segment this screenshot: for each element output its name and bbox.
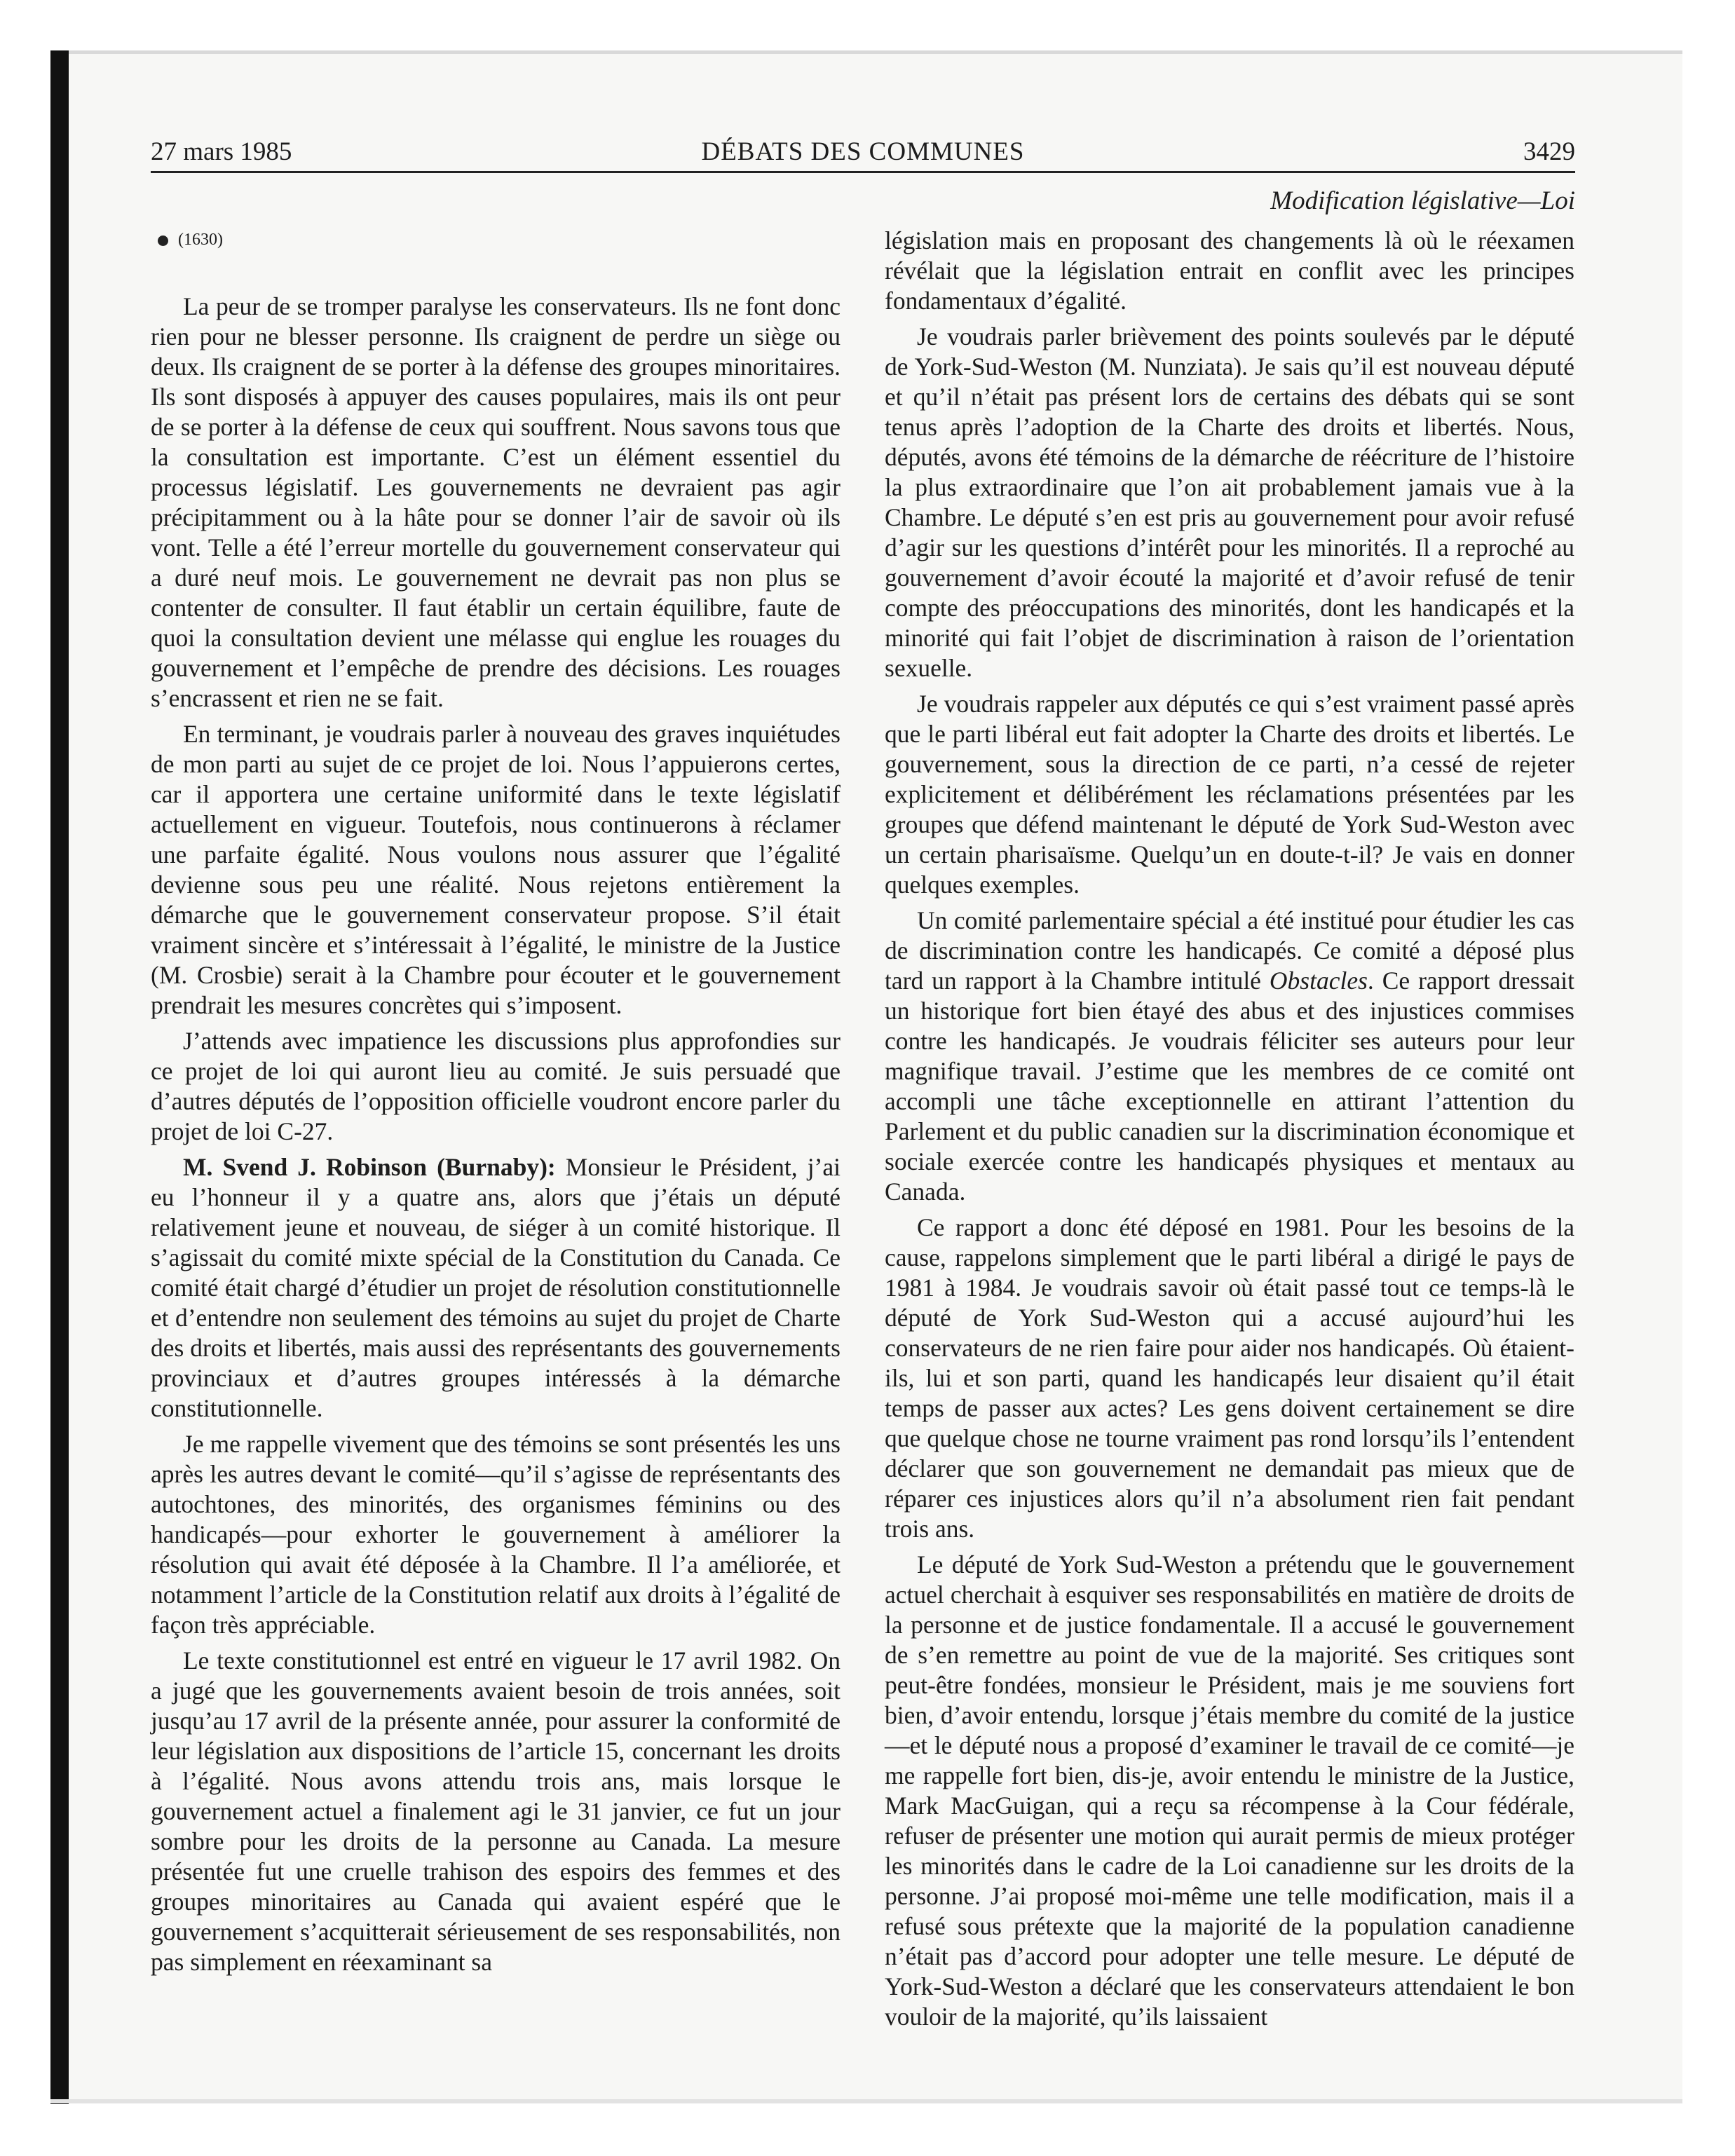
paragraph: La peur de se tromper paralyse les conservateurs. Ils ne font donc rien pour ne blesser personne. Ils craignent de perdre un siège ou deux. Ils craignent de se porter à la défense des groupes minoritaires. Ils sont disposés à appuyer des causes populaires, mais ils ont peur de se porter à la défense de ceux qui souffrent. Nous savons tous que la consultation est importante. C’est un élément essentiel du processus législatif. Les gouvernements ne devraient pas agir précipitamment ou à la hâte pour se donner l’air de savoir où ils vont. Telle a été l’erreur mortelle du gouvernement conservateur qui a duré neuf mois. Le gouvernement ne devrait pas non plus se contenter de consulter. Il faut établir un certain équilibre, faute de quoi la consultation devient une mélasse qui englue les rouages du gouvernement et l’empêche de prendre des décisions. Les rouages s’encrassent et rien ne se fait.: [151, 292, 841, 712]
paragraph: Le texte constitutionnel est entré en vigueur le 17 avril 1982. On a jugé que les gouvernements avaient besoin de trois années, soit jusqu’au 17 avril de la présente année, pour assurer la conformité de leur législation aux dispositions de l’article 15, concernant les droits à l’égalité. Nous avons attendu trois ans, mais lorsque le gouvernement actuel a finalement agi le 31 janvier, ce fut un jour sombre pour les droits de la personne au Canada. La mesure présentée fut une cruelle trahison des espoirs des femmes et des groupes minoritaires au Canada qui avaient espéré que le gouvernement s’acquitterait sérieusement de ses responsabilités, non pas simplement en réexaminant sa: [151, 1646, 841, 1976]
obstacles-text-after: . Ce rapport dressait un historique fort bien étayé des abus et des injustices commises contre les handicapés. Je voudrais féliciter ses auteurs pour leur magnifique travail. J’estime que les membres de ce comité ont accompli une tâche exceptionnelle en attirant l’attention du Parlement et du public canadien sur la discrimination économique et sociale exercée contre les handicapés physiques et mentaux au Canada.: [885, 967, 1575, 1206]
paragraph: Le député de York Sud-Weston a prétendu que le gouvernement actuel cherchait à esquiver ses responsabilités en matière de droits de la personne et de justice fondamentale. Il a accusé le gouvernement de s’en remettre au point de vue de la majorité. Ses critiques sont peut-être fondées, monsieur le Président, mais je me souviens fort bien, d’avoir entendu, lorsque j’étais membre du comité de la justice—et le député nous a proposé d’examiner le travail de ce comité—je me rappelle fort bien, dis-je, avoir entendu le ministre de la Justice, Mark MacGuigan, qui a reçu sa récompense à la Cour fédérale, refuser de présenter une motion qui aurait permis de mieux protéger les minorités dans le cadre de la Loi canadienne sur les droits de la personne. J’ai proposé moi-même une telle modification, mais il a refusé sous prétexte que la majorité de la population canadienne n’était pas d’accord pour adopter une telle mesure. Le député de York-Sud-Weston a déclaré que les conservateurs attendaient le bon vouloir de la majorité, qu’ils laissaient: [885, 1550, 1574, 2031]
paragraph: En terminant, je voudrais parler à nouveau des graves inquiétudes de mon parti au sujet de ce projet de loi. Nous l’appuierons certes, car il apportera une certaine uniformité dans le texte législatif actuellement en vigueur. Toutefois, nous continuerons à réclamer une parfaite égalité. Nous voulons nous assurer que l’égalité devienne sous peu une réalité. Nous rejetons entièrement la démarche que le gouvernement conservateur propose. S’il était vraiment sincère et s’intéressait à l’égalité, le ministre de la Justice (M. Crosbie) serait à la Chambre pour écouter et le gouvernement prendrait les mesures concrètes qui s’imposent.: [151, 720, 841, 1019]
time-marker: [151, 226, 841, 254]
scan-border-bottom: [50, 2099, 1682, 2103]
paragraph-obstacles: [885, 906, 1574, 1207]
report-title: Obstacles: [1269, 967, 1368, 995]
time-marker-text: (1630): [178, 231, 223, 249]
paragraph: Je me rappelle vivement que des témoins se sont présentés les uns après les autres devant le comité—qu’il s’agisse de représentants des autochtones, des minorités, des organismes féminins ou des handicapés—pour exhorter le gouvernement à améliorer la résolution qui avait été déposée à la Chambre. Il l’a améliorée, et notamment l’article de la Constitution relatif aux droits à l’égalité de façon très appréciable.: [151, 1430, 841, 1639]
page-number: 3429: [1523, 137, 1575, 166]
obstacles-text-before: Un comité parlementaire spécial a été institué pour étudier les cas de discrimination contre les handicapés. Ce comité a déposé plus tard un rapport à la Chambre intitulé: [885, 906, 1574, 995]
header-date: 27 mars 1985: [151, 137, 292, 166]
left-column: [151, 226, 841, 1983]
running-head: Modification législative—Loi: [1270, 186, 1575, 215]
speaker-paragraph: [151, 1152, 841, 1424]
publication-title: DÉBATS DES COMMUNES: [701, 137, 1025, 166]
right-column: [885, 226, 1574, 2038]
speaker-name: M. Svend J. Robinson (Burnaby):: [183, 1153, 556, 1181]
paragraph: Je voudrais parler brièvement des points soulevés par le député de York-Sud-Weston (M. Nunziata). Je sais qu’il est nouveau député et qu’il n’était pas présent lors de certains des débats qui se sont tenus après l’adoption de la Charte des droits et libertés. Nous, députés, avons été témoins de la démarche de réécriture de l’histoire la plus extraordinaire que l’on ait probablement jamais vue à la Chambre. Le député s’en est pris au gouvernement pour avoir refusé d’agir sur les questions d’intérêt pour les minorités. Il a reproché au gouvernement d’avoir écouté la majorité et d’avoir refusé de tenir compte des préoccupations des minorités, dont les handicapés et la minorité qui fait l’objet de discrimination à raison de l’orientation sexuelle.: [885, 322, 1574, 682]
scan-border-left: [50, 50, 69, 2104]
paragraph: Je voudrais rappeler aux députés ce qui s’est vraiment passé après que le parti libéral eut fait adopter la Charte des droits et libertés. Le gouvernement, sous la direction de ce parti, n’a cessé de rejeter explicitement et délibérément les réclamations présentées par les groupes que défend maintenant le député de York Sud-Weston avec un certain pharisaïsme. Quelqu’un en doute-t-il? Je vais en donner quelques exemples.: [885, 690, 1574, 899]
speaker-text: Monsieur le Président, j’ai eu l’honneur il y a quatre ans, alors que j’étais un député relativement jeune et nouveau, de siéger à un comité historique. Il s’agissait du comité mixte spécial de la Constitution du Canada. Ce comité était chargé d’étudier un projet de résolution constitutionnelle et d’entendre non seulement des témoins au sujet du projet de Charte des droits et libertés, mais aussi des représentants des gouvernements provinciaux et d’autres groupes intéressés à la démarche constitutionnelle.: [151, 1153, 841, 1422]
paragraph: J’attends avec impatience les discussions plus approfondies sur ce projet de loi qui auront lieu au comité. Je suis persuadé que d’autres députés de l’opposition officielle voudront encore parler du projet de loi C-27.: [151, 1027, 841, 1145]
paragraph: Ce rapport a donc été déposé en 1981. Pour les besoins de la cause, rappelons simplement que le parti libéral a dirigé le pays de 1981 à 1984. Je voudrais savoir où était passé tout ce temps-là le député de York Sud-Weston qui a accusé aujourd’hui les conservateurs de ne rien faire pour aider nos handicapés. Où étaient-ils, lui et son parti, quand les handicapés leur disaient qu’il était temps de passer aux actes? Les gens doivent certainement se dire que quelque chose ne tourne vraiment pas rond lorsqu’ils l’entendent déclarer que son gouvernement ne demandait pas mieux que de réparer ces injustices alors qu’il n’a absolument rien fait pendant trois ans.: [885, 1213, 1574, 1543]
page-header: [151, 135, 1575, 175]
paragraph: législation mais en proposant des changements là où le réexamen révélait que la législation entrait en conflit avec les principes fondamentaux d’égalité.: [885, 226, 1574, 315]
bullet-icon: [158, 236, 168, 246]
header-rule: [151, 171, 1575, 173]
